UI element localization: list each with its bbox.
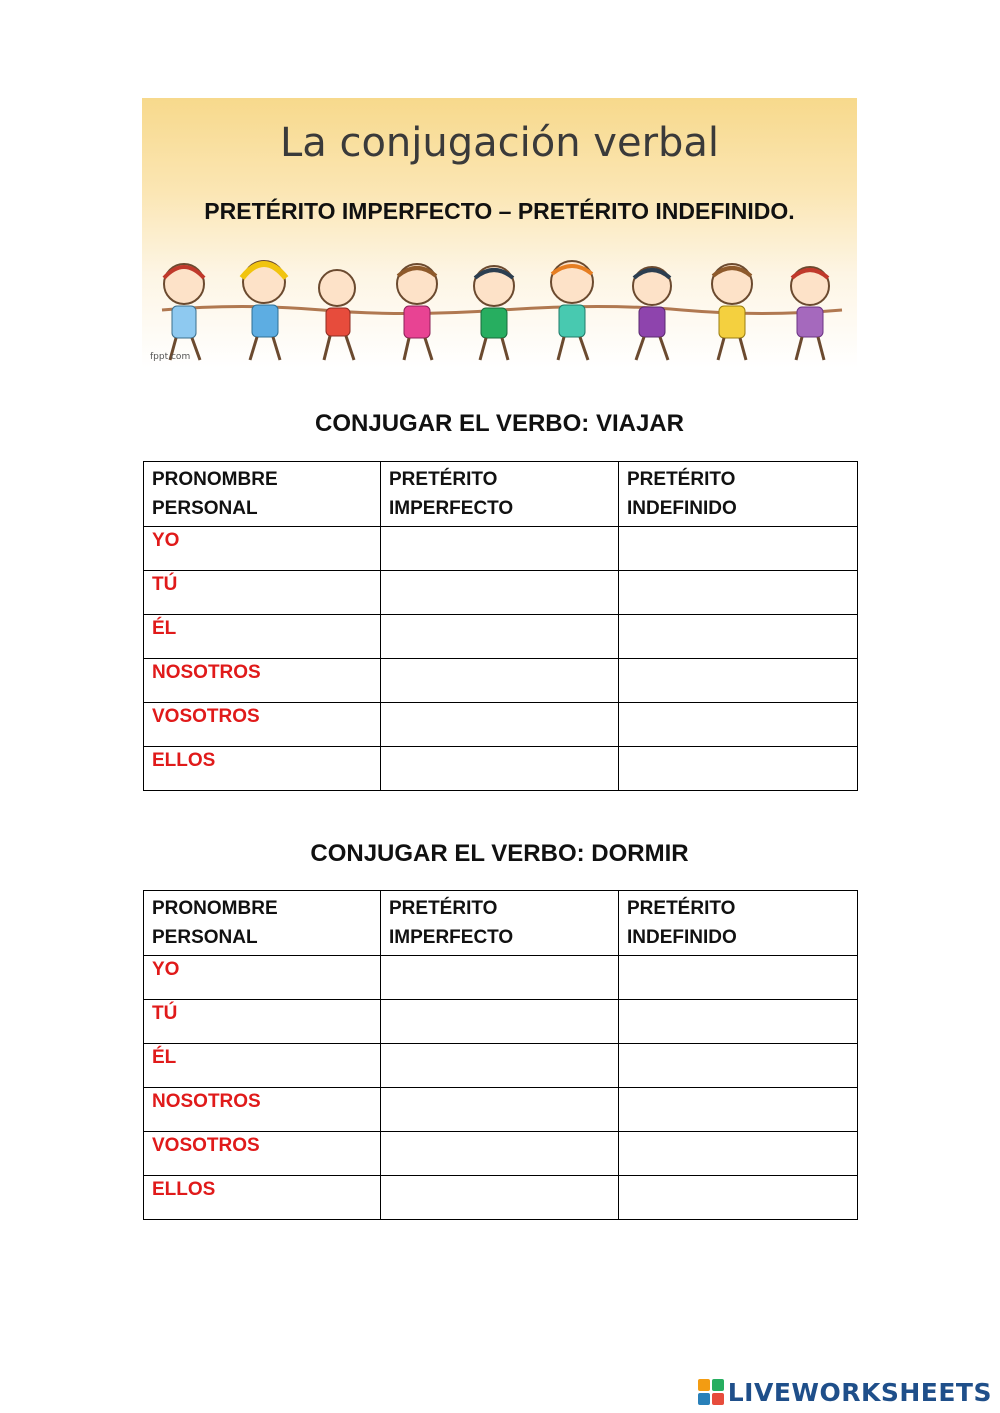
answer-cell-imperfecto[interactable] bbox=[381, 1044, 619, 1088]
table-row bbox=[144, 1176, 858, 1220]
section-title-dormir: CONJUGAR EL VERBO: DORMIR bbox=[310, 840, 689, 867]
conjugation-table-viajar bbox=[143, 461, 858, 791]
brand-name: LIVEWORKSHEETS bbox=[727, 1377, 992, 1407]
table-row bbox=[144, 527, 858, 571]
table-row bbox=[144, 1000, 858, 1044]
child-figure bbox=[791, 267, 829, 360]
child-figure bbox=[474, 266, 514, 360]
answer-cell-imperfecto[interactable] bbox=[381, 615, 619, 659]
answer-cell-imperfecto[interactable] bbox=[381, 747, 619, 791]
table-row bbox=[144, 1088, 858, 1132]
liveworksheets-logo[interactable] bbox=[698, 1377, 992, 1407]
pronoun-cell: YO bbox=[144, 527, 381, 571]
image-credit: fppt.com bbox=[150, 352, 191, 362]
column-header: PRETÉRITO IMPERFECTO bbox=[381, 891, 619, 956]
answer-cell-indefinido[interactable] bbox=[619, 747, 858, 791]
answer-cell-indefinido[interactable] bbox=[619, 527, 858, 571]
column-header: PRETÉRITO INDEFINIDO bbox=[619, 462, 858, 527]
answer-cell-imperfecto[interactable] bbox=[381, 1176, 619, 1220]
answer-cell-indefinido[interactable] bbox=[619, 1044, 858, 1088]
column-header: PRONOMBRE PERSONAL bbox=[144, 891, 381, 956]
table-header-row bbox=[144, 462, 858, 527]
answer-cell-indefinido[interactable] bbox=[619, 571, 858, 615]
child-figure bbox=[633, 267, 671, 360]
banner-title: La conjugación verbal bbox=[279, 120, 720, 166]
answer-cell-imperfecto[interactable] bbox=[381, 527, 619, 571]
pronoun-cell: TÚ bbox=[144, 571, 381, 615]
pronoun-cell: ELLOS bbox=[144, 747, 381, 791]
answer-cell-imperfecto[interactable] bbox=[381, 659, 619, 703]
answer-cell-indefinido[interactable] bbox=[619, 615, 858, 659]
column-header: PRETÉRITO INDEFINIDO bbox=[619, 891, 858, 956]
table-row bbox=[144, 659, 858, 703]
table-row bbox=[144, 1132, 858, 1176]
answer-cell-indefinido[interactable] bbox=[619, 1132, 858, 1176]
pronoun-cell: ÉL bbox=[144, 615, 381, 659]
answer-cell-indefinido[interactable] bbox=[619, 1000, 858, 1044]
answer-cell-indefinido[interactable] bbox=[619, 1176, 858, 1220]
table-row bbox=[144, 1044, 858, 1088]
answer-cell-imperfecto[interactable] bbox=[381, 1132, 619, 1176]
answer-cell-imperfecto[interactable] bbox=[381, 703, 619, 747]
liveworksheets-icon bbox=[698, 1379, 724, 1405]
table-row bbox=[144, 703, 858, 747]
table-row bbox=[144, 747, 858, 791]
banner-subtitle: PRETÉRITO IMPERFECTO – PRETÉRITO INDEFINIDO. bbox=[204, 198, 795, 224]
conjugation-table-dormir bbox=[143, 890, 858, 1220]
child-figure bbox=[319, 270, 355, 360]
answer-cell-imperfecto[interactable] bbox=[381, 1000, 619, 1044]
header-banner bbox=[142, 98, 857, 368]
pronoun-cell: VOSOTROS bbox=[144, 703, 381, 747]
answer-cell-indefinido[interactable] bbox=[619, 1088, 858, 1132]
pronoun-cell: ÉL bbox=[144, 1044, 381, 1088]
pronoun-cell: ELLOS bbox=[144, 1176, 381, 1220]
column-header: PRETÉRITO IMPERFECTO bbox=[381, 462, 619, 527]
answer-cell-indefinido[interactable] bbox=[619, 703, 858, 747]
table-header-row bbox=[144, 891, 858, 956]
column-header: PRONOMBRE PERSONAL bbox=[144, 462, 381, 527]
answer-cell-indefinido[interactable] bbox=[619, 956, 858, 1000]
child-figure bbox=[164, 264, 204, 360]
answer-cell-imperfecto[interactable] bbox=[381, 571, 619, 615]
children-illustration bbox=[142, 248, 857, 368]
pronoun-cell: YO bbox=[144, 956, 381, 1000]
section-title-viajar: CONJUGAR EL VERBO: VIAJAR bbox=[315, 410, 684, 437]
table-row bbox=[144, 956, 858, 1000]
answer-cell-imperfecto[interactable] bbox=[381, 1088, 619, 1132]
pronoun-cell: NOSOTROS bbox=[144, 659, 381, 703]
child-figure bbox=[242, 261, 286, 360]
table-row bbox=[144, 615, 858, 659]
pronoun-cell: VOSOTROS bbox=[144, 1132, 381, 1176]
table-row bbox=[144, 571, 858, 615]
pronoun-cell: NOSOTROS bbox=[144, 1088, 381, 1132]
answer-cell-indefinido[interactable] bbox=[619, 659, 858, 703]
child-figure bbox=[551, 261, 593, 360]
pronoun-cell: TÚ bbox=[144, 1000, 381, 1044]
answer-cell-imperfecto[interactable] bbox=[381, 956, 619, 1000]
